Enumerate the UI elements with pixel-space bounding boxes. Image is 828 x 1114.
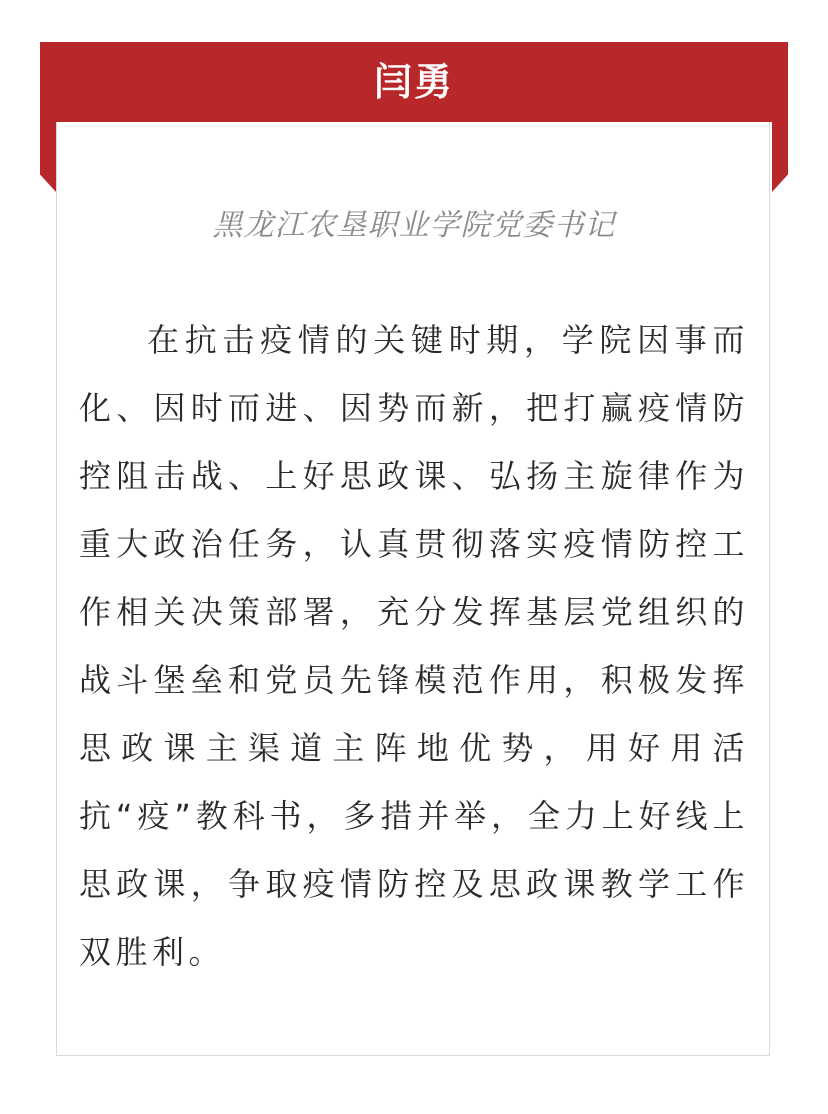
banner-left-flap <box>40 122 56 192</box>
statement-paragraph: 在抗击疫情的关键时期，学院因事而化、因时而进、因势而新，把打赢疫情防控阻击战、上好思政课、弘扬主旋律作为重大政治任务，认真贯彻落实疫情防控工作相关决策部署，充分发挥基层党组织的战斗堡垒和党员先锋模范作用，积极发挥思政课主渠道主阵地优势，用好用活抗“疫”教科书，多措并举，全力上好线上思政课，争取疫情防控及思政课教学工作双胜利。 <box>79 321 749 971</box>
name-banner <box>40 42 788 122</box>
banner-right-flap <box>772 122 788 192</box>
person-name: 闫勇 <box>373 60 454 104</box>
person-title: 黑龙江农垦职业学院党委书记 <box>212 208 616 243</box>
quote-card <box>56 122 770 1056</box>
